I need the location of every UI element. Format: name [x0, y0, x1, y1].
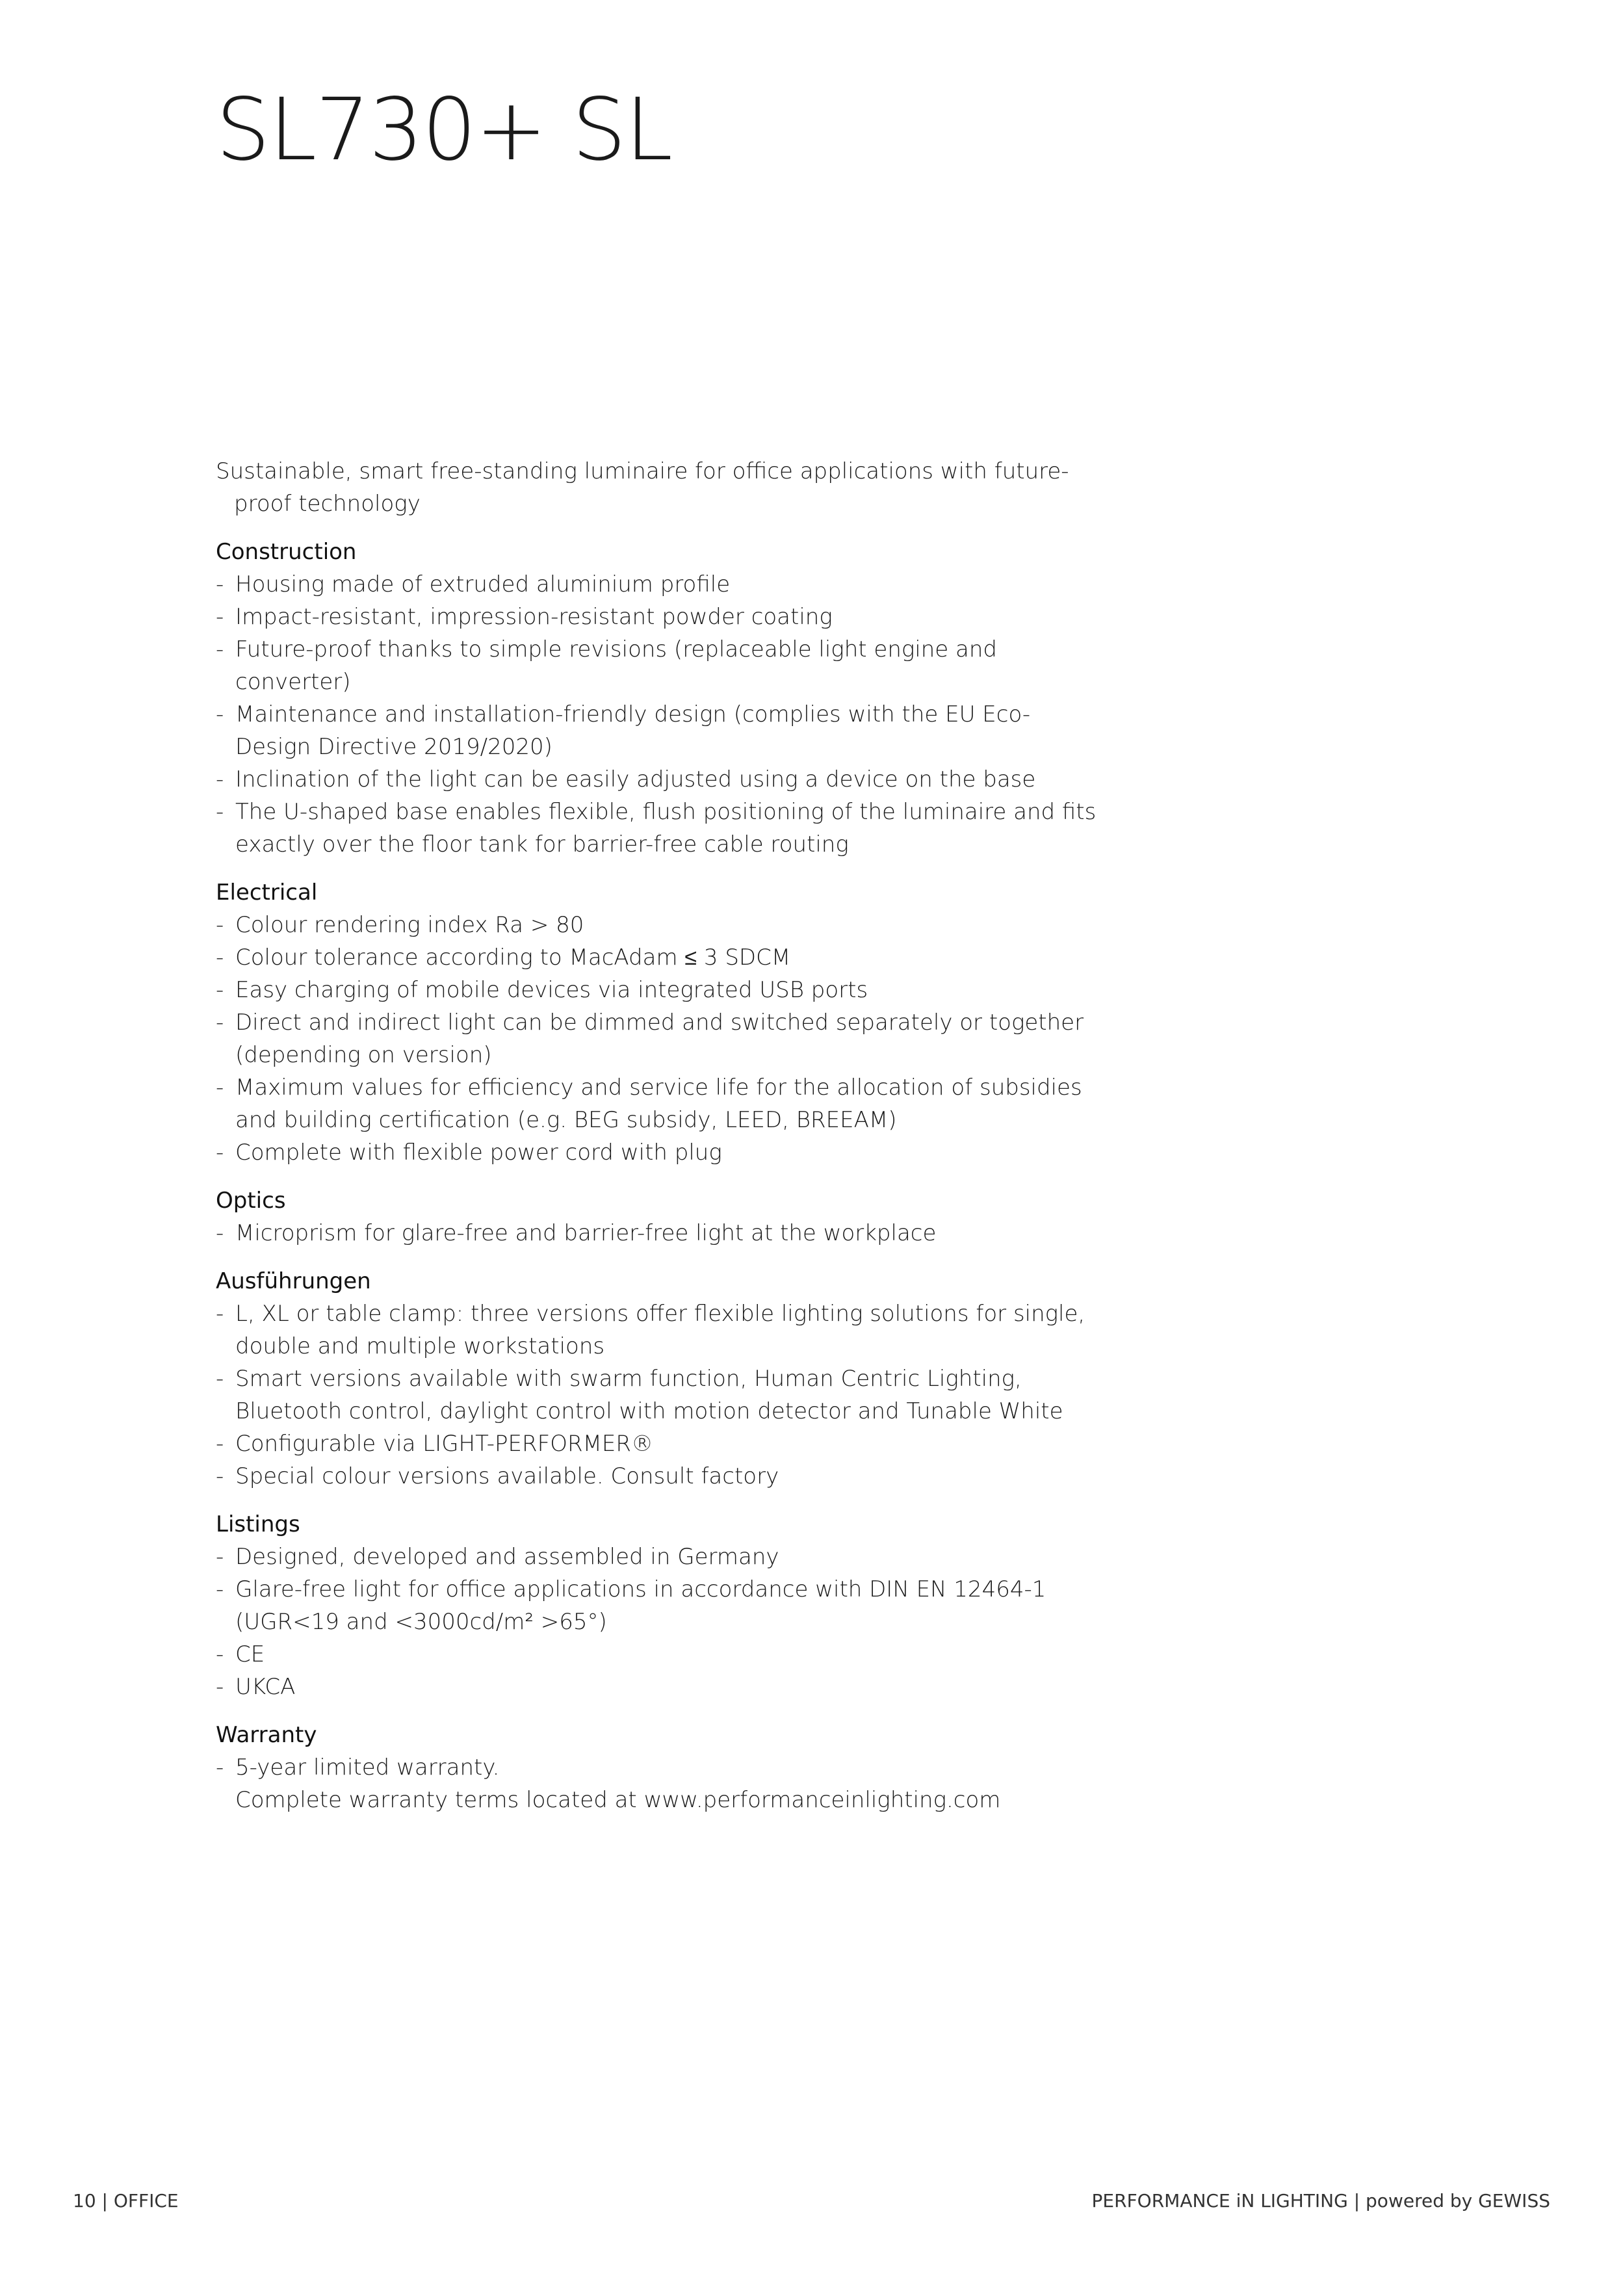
- footer-brand: PERFORMANCE iN LIGHTING | powered by GEWISS: [1091, 2190, 1550, 2211]
- bullet-list: [216, 1751, 1106, 1816]
- section-heading: Electrical: [216, 880, 318, 906]
- page-title: SL730+ SL: [216, 80, 672, 180]
- bullet-text: Special colour versions available. Consult factory: [235, 1463, 779, 1489]
- bullet-item: [216, 1573, 1106, 1638]
- bullet-item: [216, 1006, 1106, 1071]
- bullet-text: double and multiple workstations: [235, 1333, 605, 1359]
- bullet-text: converter): [235, 669, 351, 695]
- bullet-dash: -: [216, 1755, 224, 1781]
- bullet-text: Impact-resistant, impression-resistant powder coating: [235, 604, 833, 630]
- bullet-dash: -: [216, 799, 224, 825]
- bullet-dash: -: [216, 1641, 224, 1667]
- bullet-text: exactly over the floor tank for barrier-free cable routing: [235, 831, 849, 857]
- bullet-text: Colour rendering index Ra > 80: [235, 912, 584, 938]
- bullet-dash: -: [216, 604, 224, 630]
- bullet-dash: -: [216, 1431, 224, 1457]
- section-construction: [216, 536, 1106, 861]
- bullet-dash: -: [216, 1010, 224, 1036]
- section-heading: Listings: [216, 1511, 300, 1537]
- bullet-item: [216, 796, 1106, 861]
- bullet-item: [216, 1071, 1106, 1136]
- bullet-text: Colour tolerance according to MacAdam ≤ 3 SDCM: [235, 945, 791, 971]
- bullet-dash: -: [216, 1674, 224, 1700]
- bullet-list: [216, 568, 1106, 861]
- section-heading: Warranty: [216, 1722, 317, 1748]
- product-description-line: proof technology: [234, 491, 421, 517]
- bullet-item: [216, 1217, 1106, 1249]
- bullet-dash: -: [216, 1463, 224, 1489]
- bullet-dash: -: [216, 1544, 224, 1570]
- section-listings: [216, 1508, 1106, 1703]
- bullet-text: The U-shaped base enables flexible, flush positioning of the luminaire and fits: [235, 799, 1097, 825]
- bullet-text: Inclination of the light can be easily adjusted using a device on the base: [235, 766, 1036, 792]
- bullet-list: [216, 1217, 1106, 1249]
- bullet-item: [216, 1460, 1106, 1493]
- bullet-text: Microprism for glare-free and barrier-free light at the workplace: [235, 1220, 937, 1246]
- bullet-dash: -: [216, 1301, 224, 1327]
- bullet-text: and building certification (e.g. BEG subsidy, LEED, BREEAM): [235, 1107, 897, 1133]
- section-optics: [216, 1184, 1106, 1249]
- bullet-dash: -: [216, 1140, 224, 1166]
- bullet-text: Easy charging of mobile devices via integrated USB ports: [235, 977, 868, 1003]
- bullet-text: Complete with flexible power cord with plug: [235, 1140, 722, 1166]
- bullet-item: [216, 1136, 1106, 1169]
- bullet-dash: -: [216, 636, 224, 662]
- bullet-item: [216, 974, 1106, 1006]
- section-versions: [216, 1265, 1106, 1493]
- bullet-text: Smart versions available with swarm function, Human Centric Lighting,: [235, 1366, 1022, 1392]
- bullet-text: Complete warranty terms located at www.performanceinlighting.com: [235, 1787, 1001, 1813]
- bullet-dash: -: [216, 701, 224, 727]
- spec-content: [216, 455, 1106, 1832]
- bullet-text: Designed, developed and assembled in Germany: [235, 1544, 779, 1570]
- bullet-text: Direct and indirect light can be dimmed and switched separately or together: [235, 1010, 1084, 1036]
- bullet-text: (UGR<19 and <3000cd/m² >65°): [235, 1609, 607, 1635]
- bullet-dash: -: [216, 912, 224, 938]
- section-heading: Construction: [216, 539, 357, 565]
- bullet-item: [216, 1638, 1106, 1671]
- bullet-text: Design Directive 2019/2020): [235, 734, 552, 760]
- bullet-dash: -: [216, 1220, 224, 1246]
- bullet-text: UKCA: [235, 1674, 296, 1700]
- bullet-list: [216, 1298, 1106, 1493]
- bullet-dash: -: [216, 1576, 224, 1602]
- section-heading: Ausführungen: [216, 1268, 371, 1294]
- section-electrical: [216, 876, 1106, 1169]
- bullet-text: Housing made of extruded aluminium profile: [235, 571, 731, 597]
- bullet-text: L, XL or table clamp: three versions offer flexible lighting solutions for single,: [235, 1301, 1085, 1327]
- bullet-item: [216, 763, 1106, 796]
- bullet-item: [216, 1428, 1106, 1460]
- bullet-dash: -: [216, 945, 224, 971]
- bullet-text: Configurable via LIGHT-PERFORMER®: [235, 1431, 654, 1457]
- bullet-text: Bluetooth control, daylight control with motion detector and Tunable White: [235, 1398, 1063, 1424]
- bullet-dash: -: [216, 977, 224, 1003]
- bullet-item: [216, 941, 1106, 974]
- bullet-dash: -: [216, 571, 224, 597]
- bullet-item: [216, 1541, 1106, 1573]
- bullet-text: (depending on version): [235, 1042, 492, 1068]
- bullet-dash: -: [216, 766, 224, 792]
- bullet-item: [216, 1298, 1106, 1363]
- section-warranty: [216, 1719, 1106, 1816]
- bullet-item: [216, 909, 1106, 941]
- bullet-text: Glare-free light for office applications in accordance with DIN EN 12464-1: [235, 1576, 1046, 1602]
- bullet-text: Future-proof thanks to simple revisions (replaceable light engine and: [235, 636, 997, 662]
- bullet-text: 5-year limited warranty.: [235, 1755, 500, 1781]
- bullet-item: [216, 601, 1106, 633]
- product-description-line: Sustainable, smart free-standing luminaire for office applications with future-: [216, 458, 1069, 484]
- bullet-item: [216, 1751, 1106, 1816]
- product-description: [216, 455, 1106, 520]
- bullet-item: [216, 1671, 1106, 1703]
- bullet-list: [216, 909, 1106, 1169]
- bullet-text: Maintenance and installation-friendly design (complies with the EU Eco-: [235, 701, 1031, 727]
- bullet-text: CE: [235, 1641, 265, 1667]
- footer-page-number: 10 | OFFICE: [73, 2190, 179, 2211]
- bullet-item: [216, 633, 1106, 698]
- bullet-dash: -: [216, 1366, 224, 1392]
- bullet-item: [216, 568, 1106, 601]
- bullet-item: [216, 1363, 1106, 1428]
- section-heading: Optics: [216, 1188, 286, 1214]
- bullet-text: Maximum values for efficiency and service life for the allocation of subsidies: [235, 1075, 1082, 1101]
- bullet-dash: -: [216, 1075, 224, 1101]
- bullet-list: [216, 1541, 1106, 1703]
- bullet-item: [216, 698, 1106, 763]
